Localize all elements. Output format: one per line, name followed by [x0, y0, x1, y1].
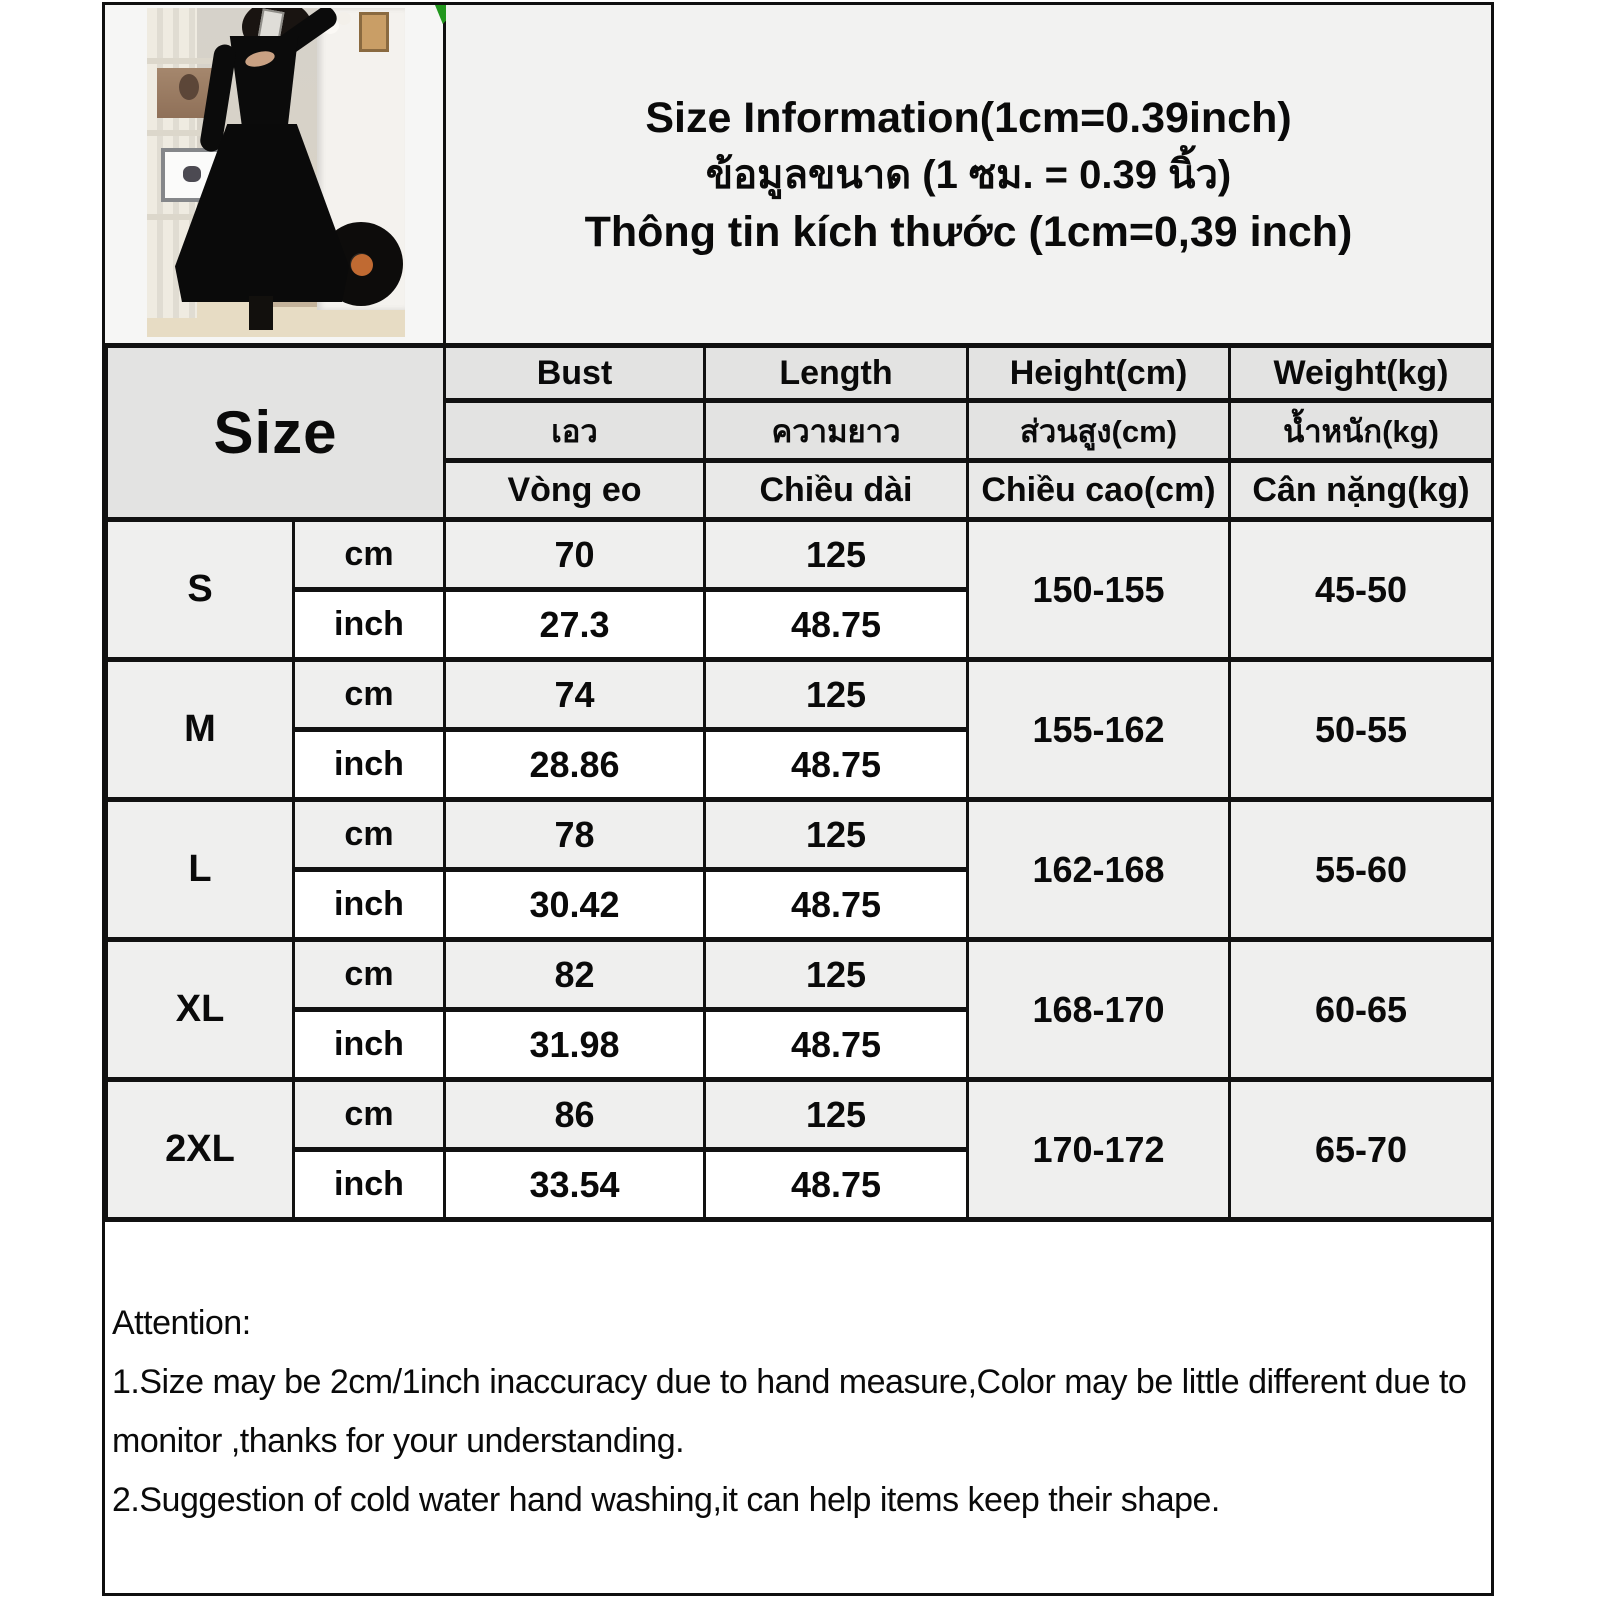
bust-cm-l: 78 — [445, 800, 705, 870]
col-header-bust-th: เอว — [445, 401, 705, 461]
table-row — [107, 800, 1493, 870]
weight-range-m: 50-55 — [1230, 660, 1493, 800]
col-header-length-vi: Chiều dài — [705, 461, 968, 520]
height-range-xl: 168-170 — [968, 940, 1230, 1080]
weight-range-s: 45-50 — [1230, 520, 1493, 660]
length-cm-l: 125 — [705, 800, 968, 870]
small-picture-frame — [359, 12, 389, 52]
bust-inch-2xl: 33.54 — [445, 1150, 705, 1220]
height-range-2xl: 170-172 — [968, 1080, 1230, 1220]
length-inch-xl: 48.75 — [705, 1010, 968, 1080]
title-english: Size Information(1cm=0.39inch) — [645, 94, 1292, 142]
table-row — [107, 660, 1493, 730]
length-cm-s: 125 — [705, 520, 968, 590]
col-header-height-en: Height(cm) — [968, 346, 1230, 401]
size-label-2xl: 2XL — [107, 1080, 294, 1220]
bust-inch-m: 28.86 — [445, 730, 705, 800]
attention-section — [105, 1286, 1491, 1530]
length-inch-l: 48.75 — [705, 870, 968, 940]
art-motif — [183, 166, 201, 182]
size-label-xl: XL — [107, 940, 294, 1080]
length-inch-2xl: 48.75 — [705, 1150, 968, 1220]
length-inch-m: 48.75 — [705, 730, 968, 800]
bust-cm-2xl: 86 — [445, 1080, 705, 1150]
unit-cm: cm — [294, 660, 445, 730]
unit-inch: inch — [294, 730, 445, 800]
outer-frame — [102, 2, 1494, 1596]
photo-cell — [105, 5, 443, 343]
col-header-weight-th: น้ำหนัก(kg) — [1230, 401, 1493, 461]
unit-inch: inch — [294, 1010, 445, 1080]
size-label-s: S — [107, 520, 294, 660]
table-row — [107, 940, 1493, 1010]
col-header-weight-vi: Cân nặng(kg) — [1230, 461, 1493, 520]
model-foot — [249, 296, 273, 330]
title-vietnamese: Thông tin kích thước (1cm=0,39 inch) — [584, 208, 1353, 256]
height-range-m: 155-162 — [968, 660, 1230, 800]
col-header-height-vi: Chiều cao(cm) — [968, 461, 1230, 520]
unit-inch: inch — [294, 590, 445, 660]
product-photo — [147, 8, 405, 337]
bust-inch-xl: 31.98 — [445, 1010, 705, 1080]
col-header-bust-vi: Vòng eo — [445, 461, 705, 520]
title-thai: ข้อมูลขนาด (1 ซม. = 0.39 นิ้ว) — [705, 153, 1232, 197]
height-range-s: 150-155 — [968, 520, 1230, 660]
size-table — [105, 343, 1494, 1222]
unit-cm: cm — [294, 1080, 445, 1150]
vinyl-label — [351, 254, 373, 276]
unit-inch: inch — [294, 1150, 445, 1220]
weight-range-2xl: 65-70 — [1230, 1080, 1493, 1220]
size-corner-label: Size — [107, 346, 445, 520]
length-cm-2xl: 125 — [705, 1080, 968, 1150]
size-label-l: L — [107, 800, 294, 940]
length-inch-s: 48.75 — [705, 590, 968, 660]
unit-cm: cm — [294, 940, 445, 1010]
bust-cm-m: 74 — [445, 660, 705, 730]
col-header-weight-en: Weight(kg) — [1230, 346, 1493, 401]
size-label-m: M — [107, 660, 294, 800]
weight-range-xl: 60-65 — [1230, 940, 1493, 1080]
length-cm-m: 125 — [705, 660, 968, 730]
attention-heading: Attention: — [112, 1304, 251, 1342]
col-header-height-th: ส่วนสูง(cm) — [968, 401, 1230, 461]
col-header-bust-en: Bust — [445, 346, 705, 401]
decor-sphere — [337, 12, 351, 25]
bust-cm-xl: 82 — [445, 940, 705, 1010]
unit-cm: cm — [294, 520, 445, 590]
table-row — [107, 1080, 1493, 1150]
bust-inch-s: 27.3 — [445, 590, 705, 660]
unit-inch: inch — [294, 870, 445, 940]
unit-cm: cm — [294, 800, 445, 870]
title-block — [446, 5, 1491, 343]
col-header-length-th: ความยาว — [705, 401, 968, 461]
length-cm-xl: 125 — [705, 940, 968, 1010]
weight-range-l: 55-60 — [1230, 800, 1493, 940]
height-range-l: 162-168 — [968, 800, 1230, 940]
col-header-length-en: Length — [705, 346, 968, 401]
portrait-figure — [179, 74, 199, 100]
top-section — [105, 5, 1491, 343]
attention-note-1: 1.Size may be 2cm/1inch inaccuracy due to hand measure,Color may be little different due to monitor ,thanks for your understanding. — [112, 1363, 1467, 1460]
bust-inch-l: 30.42 — [445, 870, 705, 940]
bust-cm-s: 70 — [445, 520, 705, 590]
table-row — [107, 520, 1493, 590]
attention-note-2: 2.Suggestion of cold water hand washing,it can help items keep their shape. — [112, 1481, 1220, 1519]
header-row-english — [107, 346, 1493, 401]
